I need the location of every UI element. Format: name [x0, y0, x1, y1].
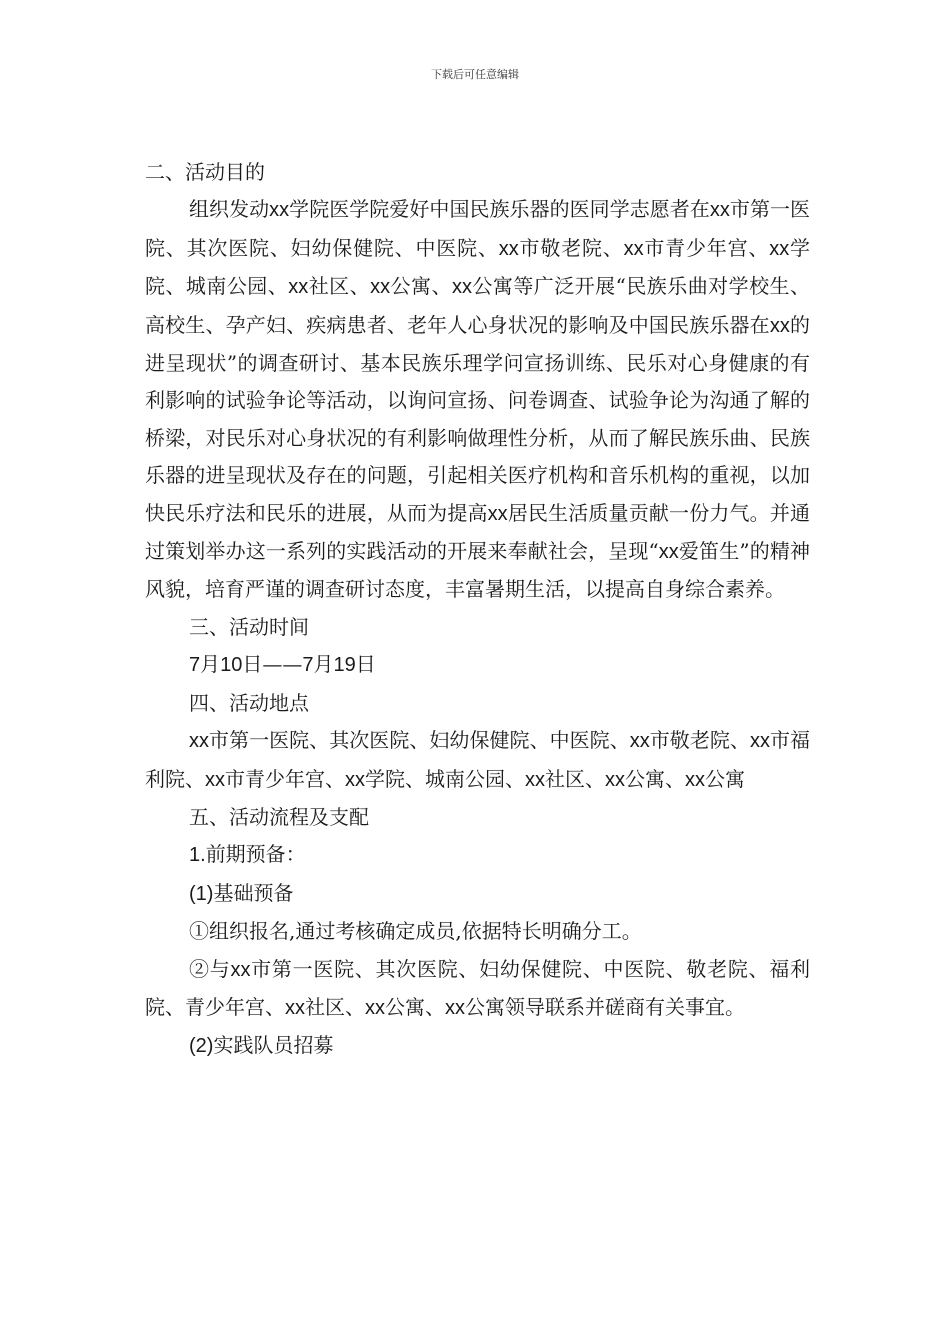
- section-heading-location: 四、活动地点: [189, 690, 309, 715]
- page-header: 下载后可任意编辑: [431, 68, 519, 81]
- section-heading-purpose: 二、活动目的: [145, 160, 265, 184]
- document-body: [145, 154, 810, 1066]
- subheading-basic-preparation: (1)基础预备: [189, 880, 294, 905]
- list-item-registration: ①组织报名,通过考核确定成员,依据特长明确分工。: [189, 919, 642, 944]
- section-heading-time: 三、活动时间: [189, 614, 309, 639]
- list-item-contact: ②与xx市第一医院、其次医院、妇幼保健院、中医院、敬老院、福利院、青少年宫、xx社区、xx公寓、xx公寓领导联系并磋商有关事宜。: [145, 956, 811, 1019]
- subheading-recruitment: (2)实践队员招募: [189, 1033, 334, 1058]
- purpose-paragraph: 组织发动xx学院医学院爱好中国民族乐器的医同学志愿者在xx市第一医院、其次医院、妇幼保健院、中医院、xx市敬老院、xx市青少年宫、xx学院、城南公园、xx社区、xx公寓、xx公寓等广泛开展“民族乐曲对学校生、高校生、孕产妇、疾病患者、老年人心身状况的影响及中国民族乐器在xx的进呈现状”的调查研讨、基本民族乐理学问宣扬训练、民乐对心身健康的有利影响的试验争论等活动，以询问宣扬、问卷调查、试验争论为沟通了解的桥梁，对民乐对心身状况的有利影响做理性分析，从而了解民族乐曲、民族乐器的进呈现状及存在的问题，引起相关医疗机构和音乐机构的重视，以加快民乐疗法和民乐的进展，从而为提高xx居民生活质量贡献一份力气。并通过策划举办这一系列的实践活动的开展来奉献社会，呈现“xx爱笛生”的精神风貌，培育严谨的调查研讨态度，丰富暑期生活，以提高自身综合素养。: [145, 197, 811, 602]
- subheading-preparation: 1.前期预备：: [189, 842, 306, 867]
- time-paragraph: 7月10日——7月19日: [189, 652, 376, 677]
- section-heading-process: 五、活动流程及支配: [189, 804, 369, 829]
- location-paragraph: xx市第一医院、其次医院、妇幼保健院、中医院、xx市敬老院、xx市福利院、xx市青少年宫、xx学院、城南公园、xx社区、xx公寓、xx公寓: [145, 728, 811, 791]
